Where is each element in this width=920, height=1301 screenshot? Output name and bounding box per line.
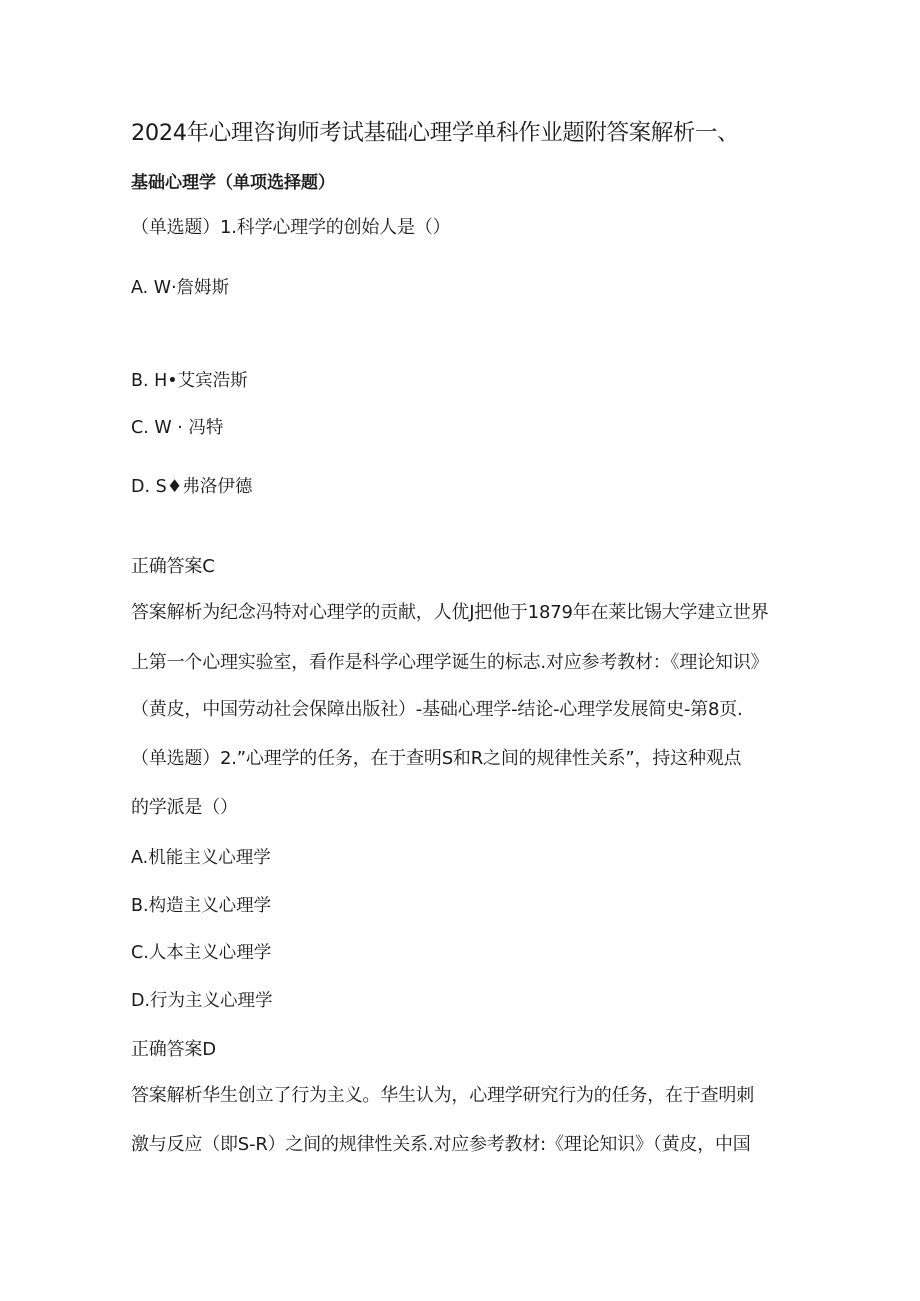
- question-2-explanation-line: 答案解析华生创立了行为主义。华生认为，心理学研究行为的任务，在于查明刺: [131, 1085, 754, 1106]
- question-1-explanation-line: 上第一个心理实验室，看作是科学心理学诞生的标志.对应参考教材：《理论知识》: [131, 652, 769, 673]
- question-1-stem: （单选题）1.科学心理学的创始人是（）: [131, 217, 451, 238]
- question-1-explanation-line: 答案解析为纪念冯特对心理学的贡献，人优J把他于1879年在莱比锡大学建立世界: [131, 602, 769, 623]
- question-2-stem: （单选题）2.”心理学的任务，在于查明S和R之间的规律性关系”，持这种观点: [131, 748, 742, 769]
- section-heading: 基础心理学（单项选择题）: [131, 173, 335, 193]
- question-2-answer: 正确答案D: [131, 1039, 216, 1060]
- question-1-option-d: D. S♦弗洛伊德: [131, 477, 253, 497]
- question-1-option-a: A. W·詹姆斯: [131, 278, 230, 298]
- question-2-option-b: B.构造主义心理学: [131, 896, 272, 916]
- question-2-stem: 的学派是（）: [131, 797, 238, 818]
- question-1-explanation-line: （黄皮，中国劳动社会保障出版社）-基础心理学-结论-心理学发展简史-第8页.: [131, 699, 743, 720]
- question-1-option-b: B. H•艾宾浩斯: [131, 371, 248, 391]
- question-1-answer: 正确答案C: [131, 556, 215, 577]
- question-2-explanation-line: 激与反应（即S-R）之间的规律性关系.对应参考教材:《理论知识》（黄皮，中国: [131, 1134, 751, 1155]
- question-2-option-c: C.人本主义心理学: [131, 943, 272, 963]
- document-title: 2024年心理咨询师考试基础心理学单科作业题附答案解析一、: [131, 120, 740, 146]
- question-2-option-a: A.机能主义心理学: [131, 848, 271, 868]
- question-1-option-c: C. W · 冯特: [131, 418, 224, 438]
- question-2-option-d: D.行为主义心理学: [131, 991, 273, 1011]
